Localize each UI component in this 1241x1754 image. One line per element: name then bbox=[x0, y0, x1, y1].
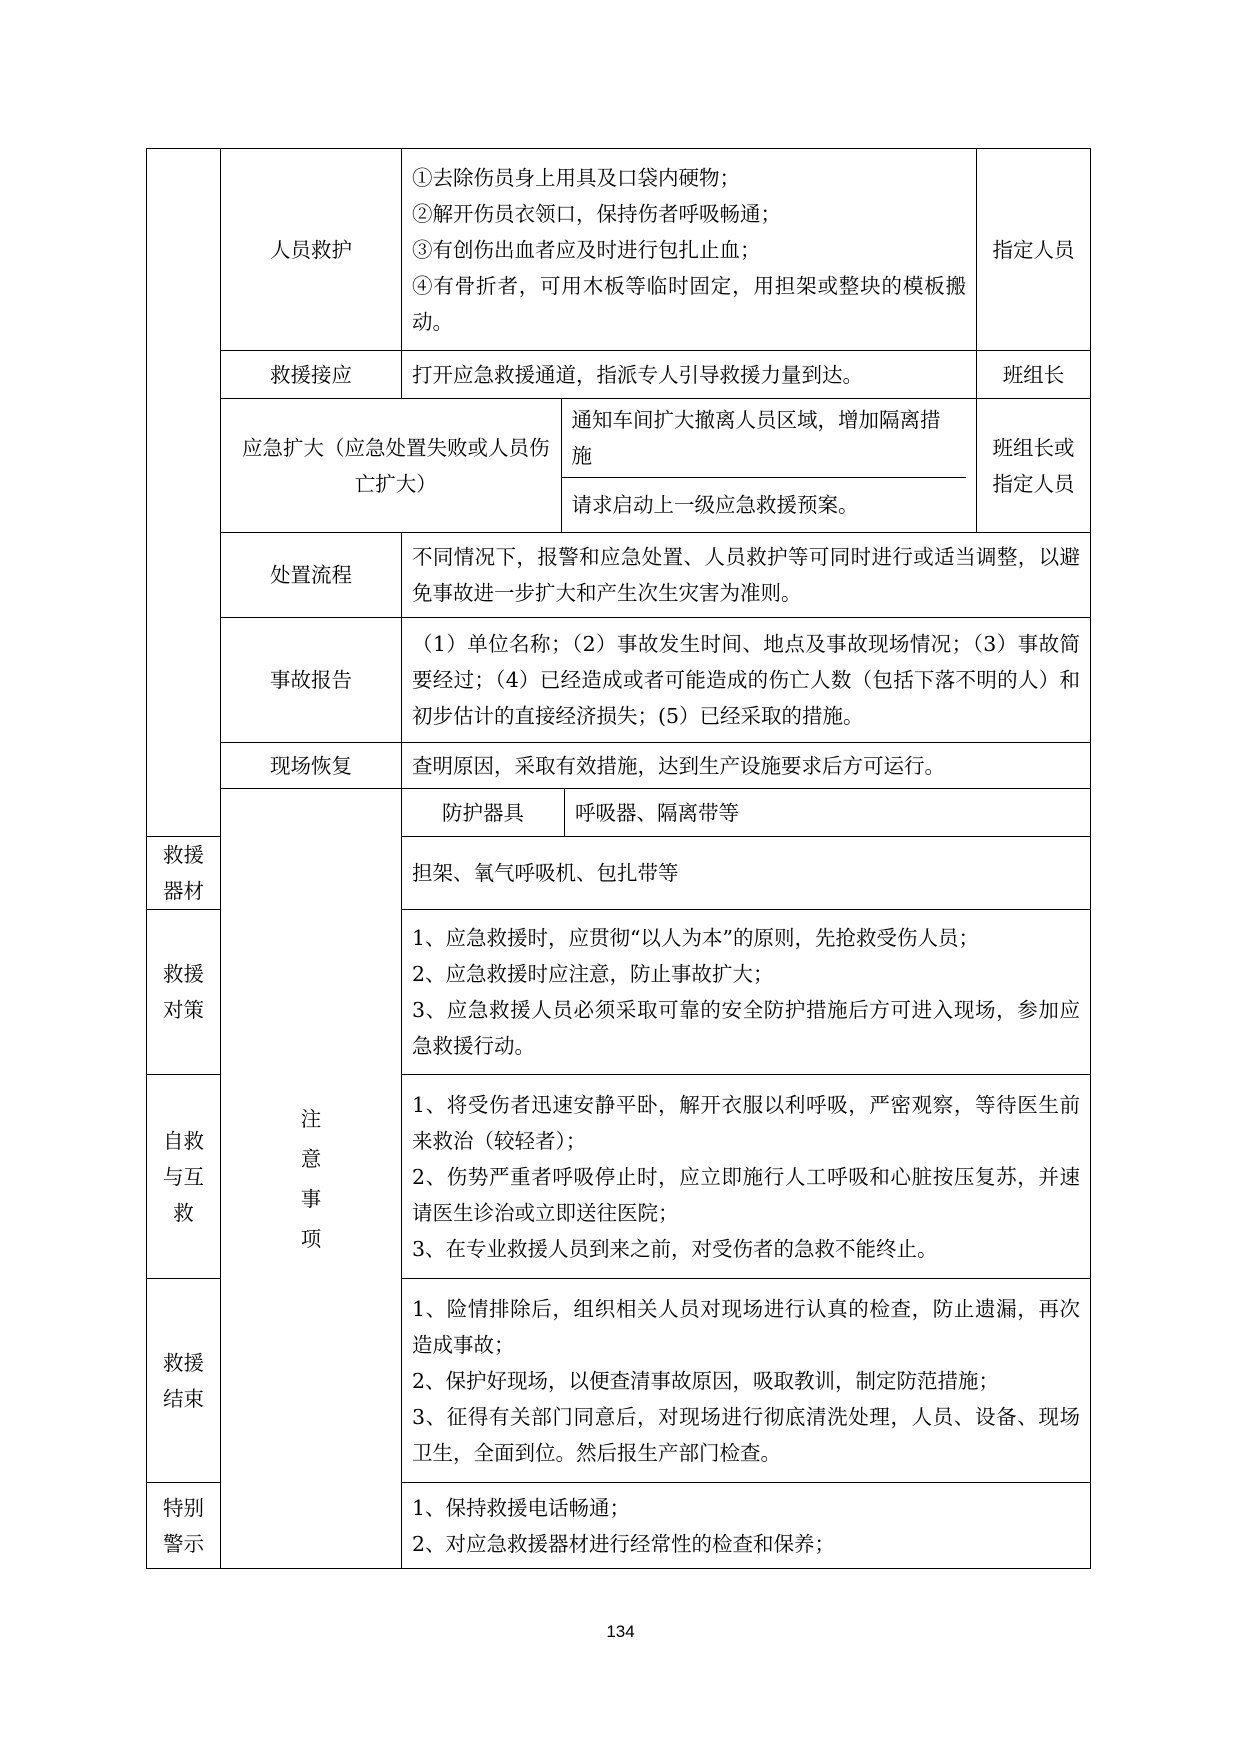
row-responsible: 班组长 bbox=[977, 351, 1091, 399]
row-label: 特别警示 bbox=[147, 1483, 221, 1569]
row-label: 处置流程 bbox=[221, 533, 402, 618]
row-content: 呼吸器、隔离带等 bbox=[565, 789, 1091, 837]
escalation-cell bbox=[221, 399, 977, 533]
row-content: 1、应急救援时，应贯彻“以人为本”的原则，先抢救受伤人员； 2、应急救援时应注意，防止事故扩大； 3、应急救援人员必须采取可靠的安全防护措施后方可进入现场，参加应急救援行动。 bbox=[402, 910, 1091, 1075]
escalation-action: 请求启动上一级应急救援预案。 bbox=[571, 492, 859, 517]
escalation-action: 通知车间扩大撤离人员区域，增加隔离措施 bbox=[561, 399, 966, 477]
row-content: ①去除伤员身上用具及口袋内硬物； ②解开伤员衣领口，保持伤者呼吸畅通； ③有创伤出血者应及时进行包扎止血； ④有骨折者，可用木板等临时固定，用担架或整块的模板搬动。 bbox=[402, 149, 977, 351]
row-content: 不同情况下，报警和应急处置、人员救护等可同时进行或适当调整，以避免事故进一步扩大和产生次生灾害为准则。 bbox=[402, 533, 1091, 618]
row-label: 防护器具 bbox=[402, 789, 565, 837]
section-cell-notes bbox=[221, 789, 402, 1569]
emergency-table bbox=[146, 148, 1091, 1569]
escalation-subtable bbox=[231, 399, 966, 532]
table-row bbox=[147, 789, 1091, 837]
table-row bbox=[147, 533, 1091, 618]
row-content: （1）单位名称；（2）事故发生时间、地点及事故现场情况；（3）事故简要经过；（4）已经造成或者可能造成的伤亡人数（包括下落不明的人）和初步估计的直接经济损失；(5）已经采取的措施。 bbox=[402, 618, 1091, 743]
row-label: 人员救护 bbox=[221, 149, 402, 351]
row-content: 担架、氧气呼吸机、包扎带等 bbox=[402, 837, 1091, 910]
row-content: 1、将受伤者迅速安静平卧，解开衣服以利呼吸，严密观察，等待医生前来救治（较轻者）； 2、伤势严重者呼吸停止时，应立即施行人工呼吸和心脏按压复苏，并速请医生诊治或立即送往医院； 3、在专业救援人员到来之前，对受伤者的急救不能终止。 bbox=[402, 1075, 1091, 1279]
table-row bbox=[147, 618, 1091, 743]
section-label: 注意事项 bbox=[300, 1106, 322, 1251]
row-label: 救援结束 bbox=[147, 1279, 221, 1483]
row-label: 事故报告 bbox=[221, 618, 402, 743]
row-label: 现场恢复 bbox=[221, 743, 402, 789]
row-responsible: 班组长或指定人员 bbox=[977, 399, 1091, 533]
row-responsible: 指定人员 bbox=[977, 149, 1091, 351]
row-content: 1、保持救援电话畅通； 2、对应急救援器材进行经常性的检查和保养； bbox=[402, 1483, 1091, 1569]
page-number: 134 bbox=[606, 1622, 635, 1641]
row-label: 自救与互救 bbox=[147, 1075, 221, 1279]
table-row bbox=[147, 399, 1091, 533]
row-content: 1、险情排除后，组织相关人员对现场进行认真的检查，防止遗漏，再次造成事故； 2、保护好现场，以便查清事故原因，吸取教训，制定防范措施； 3、征得有关部门同意后，对现场进行彻底清洗处理，人员、设备、现场卫生，全面到位。然后报生产部门检查。 bbox=[402, 1279, 1091, 1483]
table-row bbox=[147, 351, 1091, 399]
section-cell-response bbox=[147, 149, 221, 837]
row-label: 救援接应 bbox=[221, 351, 402, 399]
row-content: 查明原因，采取有效措施，达到生产设施要求后方可运行。 bbox=[402, 743, 1091, 789]
row-label: 救援对策 bbox=[147, 910, 221, 1075]
escalation-label: 应急扩大（应急处置失败或人员伤亡扩大） bbox=[231, 399, 561, 532]
row-content: 打开应急救援通道，指派专人引导救援力量到达。 bbox=[402, 351, 977, 399]
row-label: 救援器材 bbox=[147, 837, 221, 910]
table-row bbox=[147, 149, 1091, 351]
table-row bbox=[147, 743, 1091, 789]
